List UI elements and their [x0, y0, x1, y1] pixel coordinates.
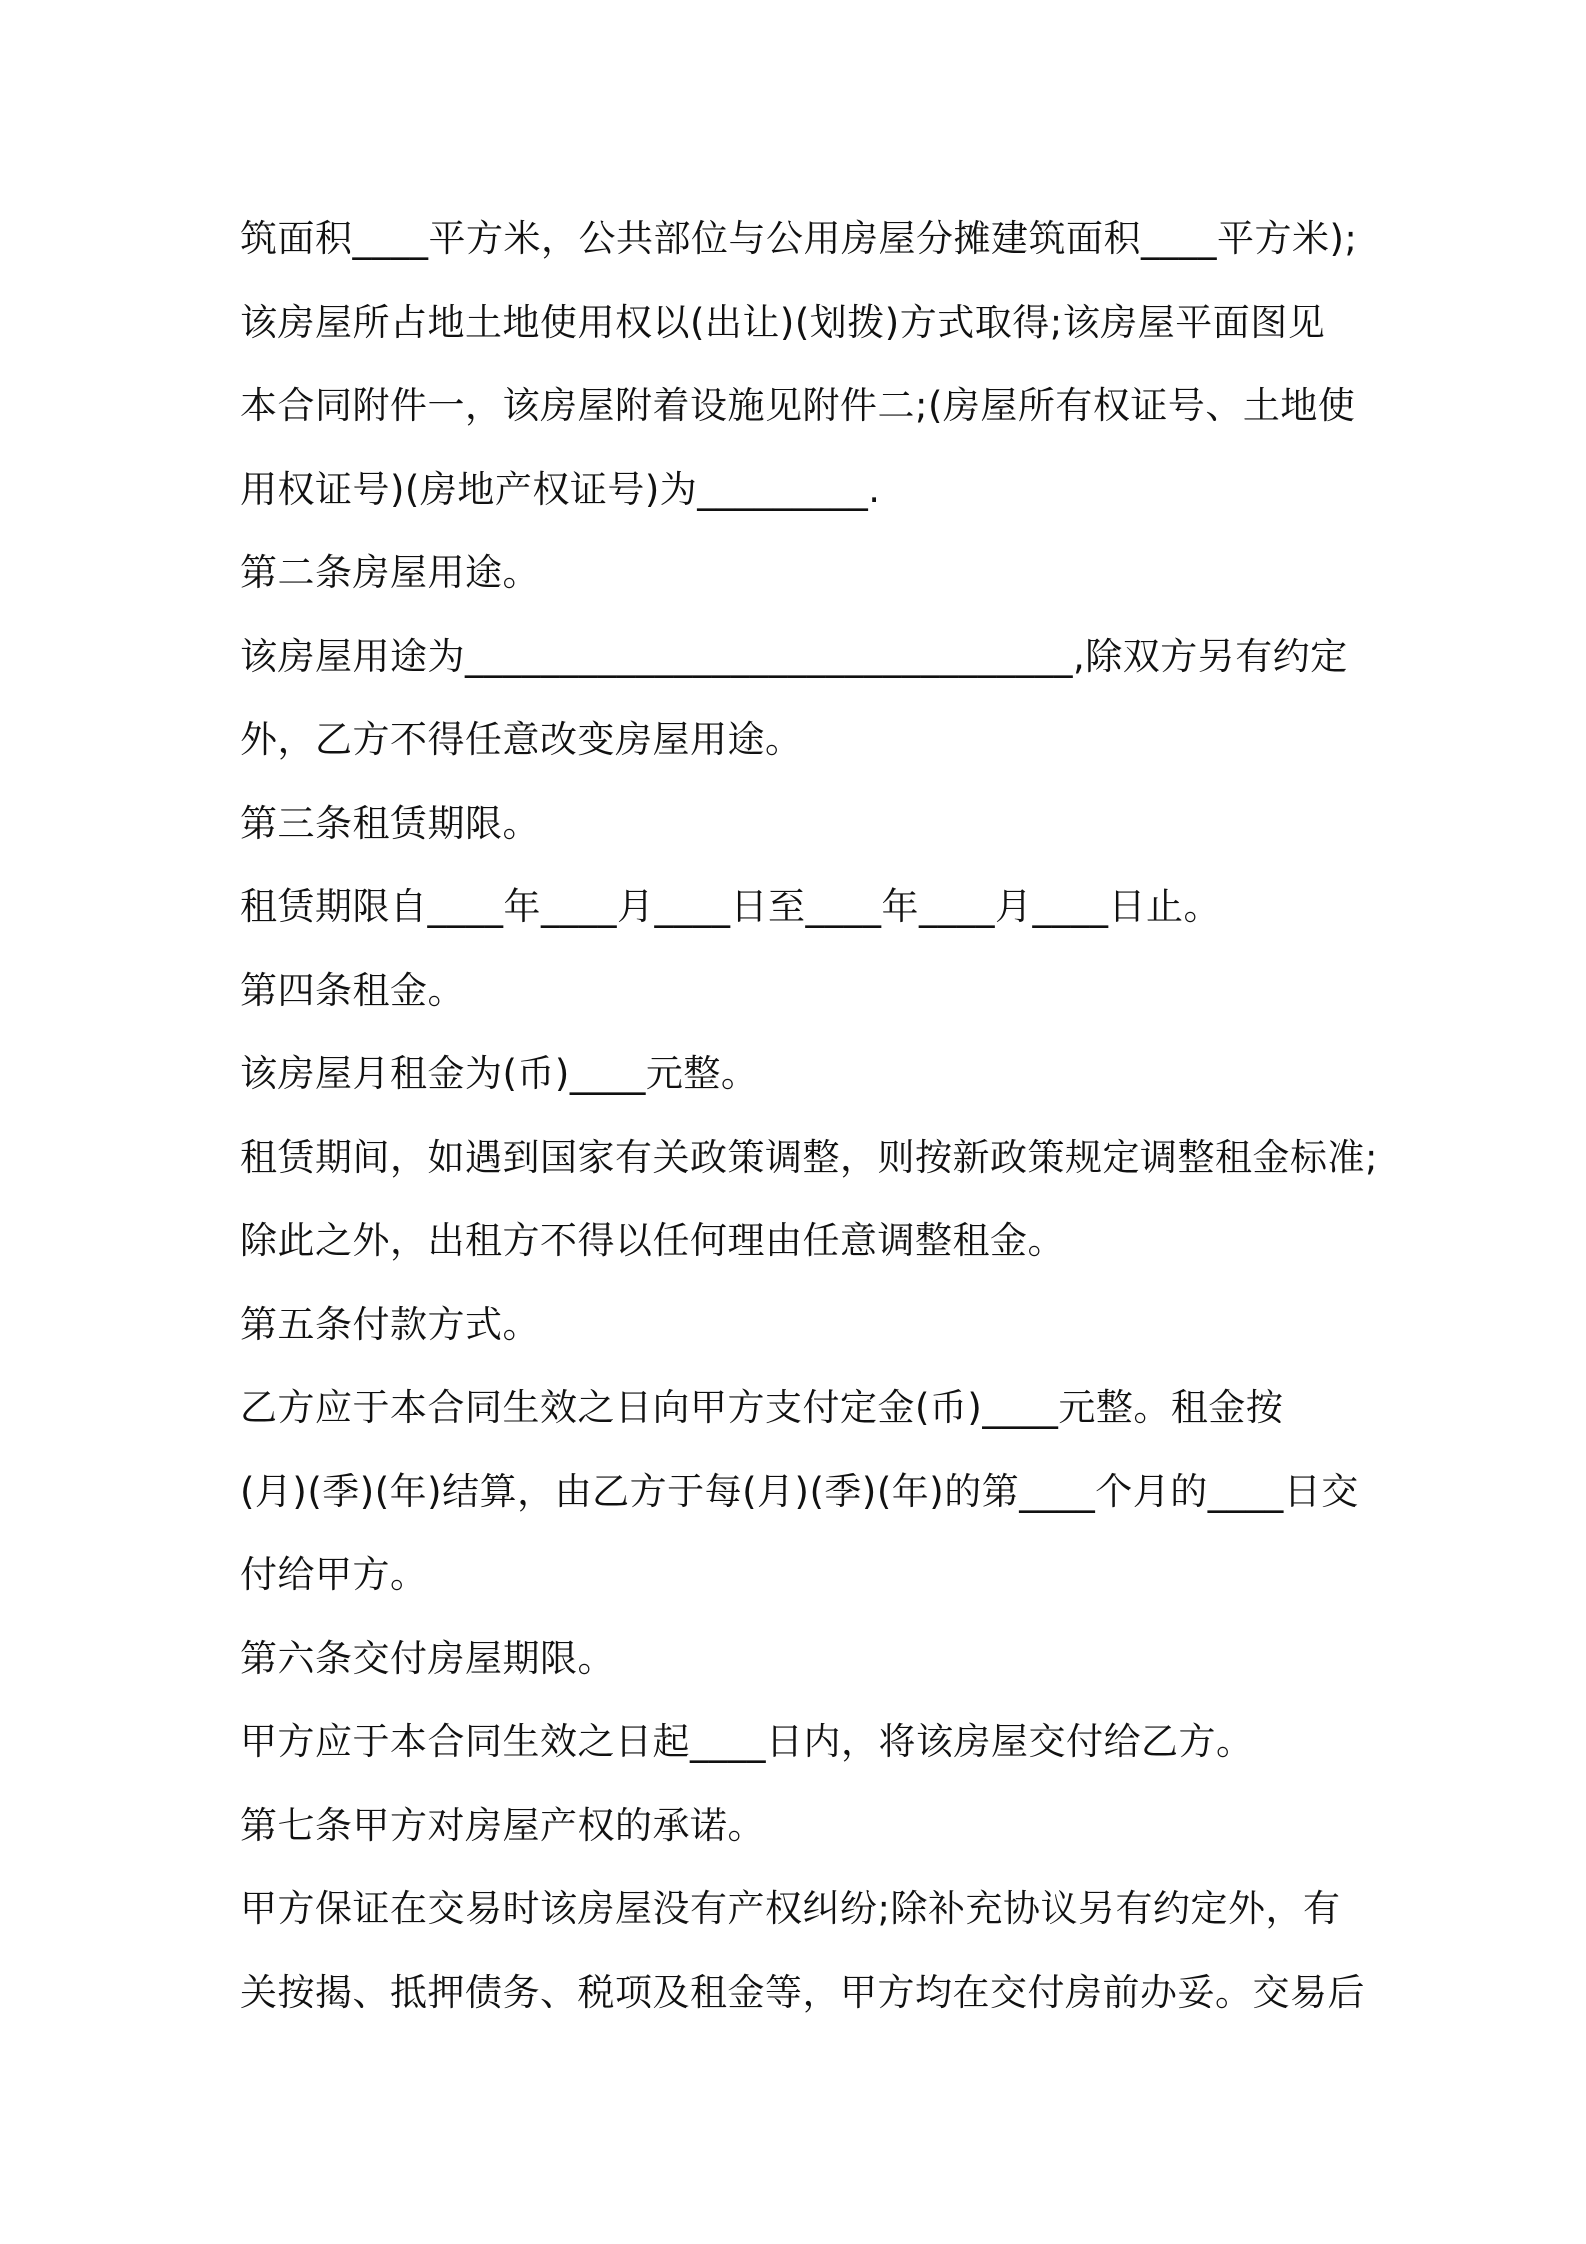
text-line: 该房屋所占地土地使用权以(出让)(划拨)方式取得;该房屋平面图见 [240, 300, 1326, 344]
text-line: 外，乙方不得任意改变房屋用途。 [240, 718, 803, 761]
text-line: 用权证号)(房地产权证号)为_________. [240, 467, 881, 511]
article-5-heading: 第五条付款方式。 [240, 1302, 540, 1346]
text-line: 租赁期限自____年____月____日至____年____月____日止。 [240, 885, 1221, 928]
text-line: 筑面积____平方米，公共部位与公用房屋分摊建筑面积____平方米); [240, 217, 1358, 260]
text-line: 甲方应于本合同生效之日起____日内，将该房屋交付给乙方。 [240, 1720, 1254, 1763]
text-line: 租赁期间，如遇到国家有关政策调整，则按新政策规定调整租金标准; [240, 1135, 1378, 1179]
text-line: (月)(季)(年)结算，由乙方于每(月)(季)(年)的第____个月的____日交 [240, 1469, 1359, 1513]
text-line: 该房屋月租金为(币)____元整。 [240, 1052, 759, 1095]
article-3-heading: 第三条租赁期限。 [240, 801, 540, 845]
contract-body-text [240, 197, 1378, 2034]
article-7-heading: 第七条甲方对房屋产权的承诺。 [240, 1803, 765, 1847]
text-line: 甲方保证在交易时该房屋没有产权纠纷;除补充协议另有约定外，有 [240, 1887, 1341, 1930]
text-line: 该房屋用途为________________________________,除双方另有约定 [240, 634, 1348, 678]
article-4-heading: 第四条租金。 [240, 968, 465, 1012]
text-line: 本合同附件一，该房屋附着设施见附件二;(房屋所有权证号、土地使 [240, 384, 1356, 427]
text-line: 除此之外，出租方不得以任何理由任意调整租金。 [240, 1219, 1065, 1262]
article-6-heading: 第六条交付房屋期限。 [240, 1636, 615, 1680]
text-line: 付给甲方。 [240, 1553, 428, 1596]
text-line: 关按揭、抵押债务、税项及租金等，甲方均在交付房前办妥。交易后 [240, 1970, 1365, 2014]
article-2-heading: 第二条房屋用途。 [240, 551, 540, 594]
text-line: 乙方应于本合同生效之日向甲方支付定金(币)____元整。租金按 [240, 1386, 1284, 1429]
